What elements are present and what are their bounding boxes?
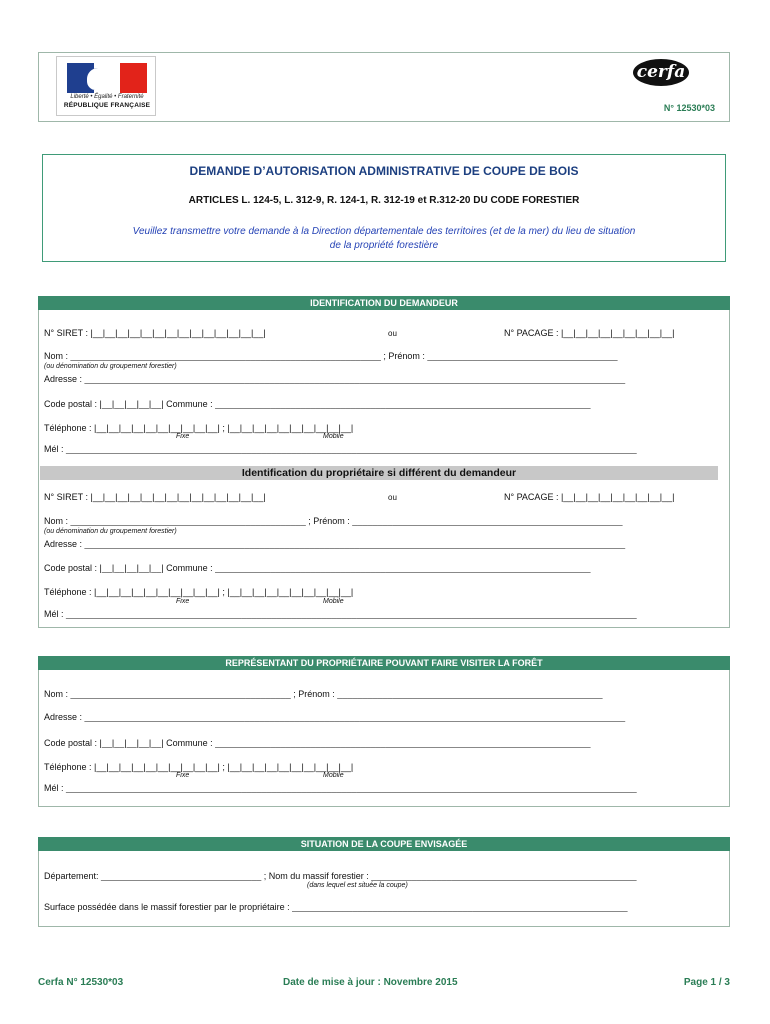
page-title: DEMANDE D’AUTORISATION ADMINISTRATIVE DE COUPE DE BOIS [189,164,579,178]
footer-form-number: Cerfa N° 12530*03 [38,977,124,988]
marianne-logo [56,56,156,116]
landline-label: Fixe [176,433,190,440]
rep-name-field[interactable]: Nom : ____________________________________________ ; Prénom : _____________________________________________________ [44,689,603,699]
owner-name-field[interactable]: Nom : _______________________________________________ ; Prénom : ______________________________________________________ [44,516,623,526]
instructions [80,225,688,253]
owner-siret-field[interactable]: N° SIRET : |__|__|__|__|__|__|__|__|__|__|__|__|__|__| [44,492,266,502]
instruction-line-2: de la propriété forestière [329,240,439,251]
form-number: N° 12530*03 [663,103,715,113]
rep-address-field[interactable]: Adresse : ____________________________________________________________________________________________________________ [44,712,626,722]
owner-pacage-field[interactable]: N° PACAGE : |__|__|__|__|__|__|__|__|__| [504,492,675,502]
owner-or-label: ou [388,493,397,502]
name-note: (ou dénomination du groupement forestier) [44,363,177,370]
tricolor-flag-icon [67,63,147,93]
section-heading-proprietaire: Identification du propriétaire si différent du demandeur [40,466,718,480]
or-label: ou [388,329,397,338]
articles-reference: ARTICLES L. 124-5, L. 312-9, R. 124-1, R. 312-19 et R.312-20 DU CODE FORESTIER [188,195,580,206]
footer-update-date: Date de mise à jour : Novembre 2015 [283,977,458,988]
owner-postal-code-field[interactable]: Code postal : |__|__|__|__|__| Commune : ___________________________________________________________________________ [44,563,591,573]
massif-note: (dans lequel est située la coupe) [307,882,408,889]
rep-landline-label: Fixe [176,772,190,779]
postal-code-field[interactable]: Code postal : |__|__|__|__|__| Commune : ___________________________________________________________________________ [44,399,591,409]
rep-mobile-label: Mobile [323,772,344,779]
surface-field[interactable]: Surface possédée dans le massif forestier par le propriétaire : ___________________________________________________________________ [44,902,628,912]
phone-field[interactable]: Téléphone : |__|__|__|__|__|__|__|__|__|__| ; |__|__|__|__|__|__|__|__|__|__| [44,423,354,433]
owner-name-note: (ou dénomination du groupement forestier) [44,528,177,535]
department-field[interactable]: Département: ________________________________ ; Nom du massif forestier : _____________________________________________________ [44,871,637,881]
rep-postal-code-field[interactable]: Code postal : |__|__|__|__|__| Commune : ___________________________________________________________________________ [44,738,591,748]
section-heading-demandeur: IDENTIFICATION DU DEMANDEUR [38,296,730,310]
owner-mobile-label: Mobile [323,598,344,605]
name-field[interactable]: Nom : ______________________________________________________________ ; Prénom : ______________________________________ [44,351,618,361]
owner-email-field[interactable]: Mél : __________________________________________________________________________________________________________________ [44,609,637,619]
cerfa-logo: cerfa [633,59,689,86]
logo-republic: RÉPUBLIQUE FRANÇAISE [63,102,151,109]
logo-motto: Liberté • Égalité • Fraternité [70,94,144,100]
owner-phone-field[interactable]: Téléphone : |__|__|__|__|__|__|__|__|__|__| ; |__|__|__|__|__|__|__|__|__|__| [44,587,354,597]
footer-page-number: Page 1 / 3 [683,977,730,988]
mobile-label: Mobile [323,433,344,440]
section-demandeur [38,296,730,628]
owner-landline-label: Fixe [176,598,190,605]
email-field[interactable]: Mél : __________________________________________________________________________________________________________________ [44,444,637,454]
address-field[interactable]: Adresse : ____________________________________________________________________________________________________________ [44,374,626,384]
instruction-line-1: Veuillez transmettre votre demande à la Direction départementale des territoires (et de la mer) du lieu de situation [132,226,636,237]
section-heading-representant: REPRÉSENTANT DU PROPRIÉTAIRE POUVANT FAIRE VISITER LA FORÊT [38,656,730,670]
section-heading-situation: SITUATION DE LA COUPE ENVISAGÉE [38,837,730,851]
owner-address-field[interactable]: Adresse : ____________________________________________________________________________________________________________ [44,539,626,549]
rep-phone-field[interactable]: Téléphone : |__|__|__|__|__|__|__|__|__|__| ; |__|__|__|__|__|__|__|__|__|__| [44,762,354,772]
pacage-field[interactable]: N° PACAGE : |__|__|__|__|__|__|__|__|__| [504,328,675,338]
siret-field[interactable]: N° SIRET : |__|__|__|__|__|__|__|__|__|__|__|__|__|__| [44,328,266,338]
rep-email-field[interactable]: Mél : __________________________________________________________________________________________________________________ [44,783,637,793]
